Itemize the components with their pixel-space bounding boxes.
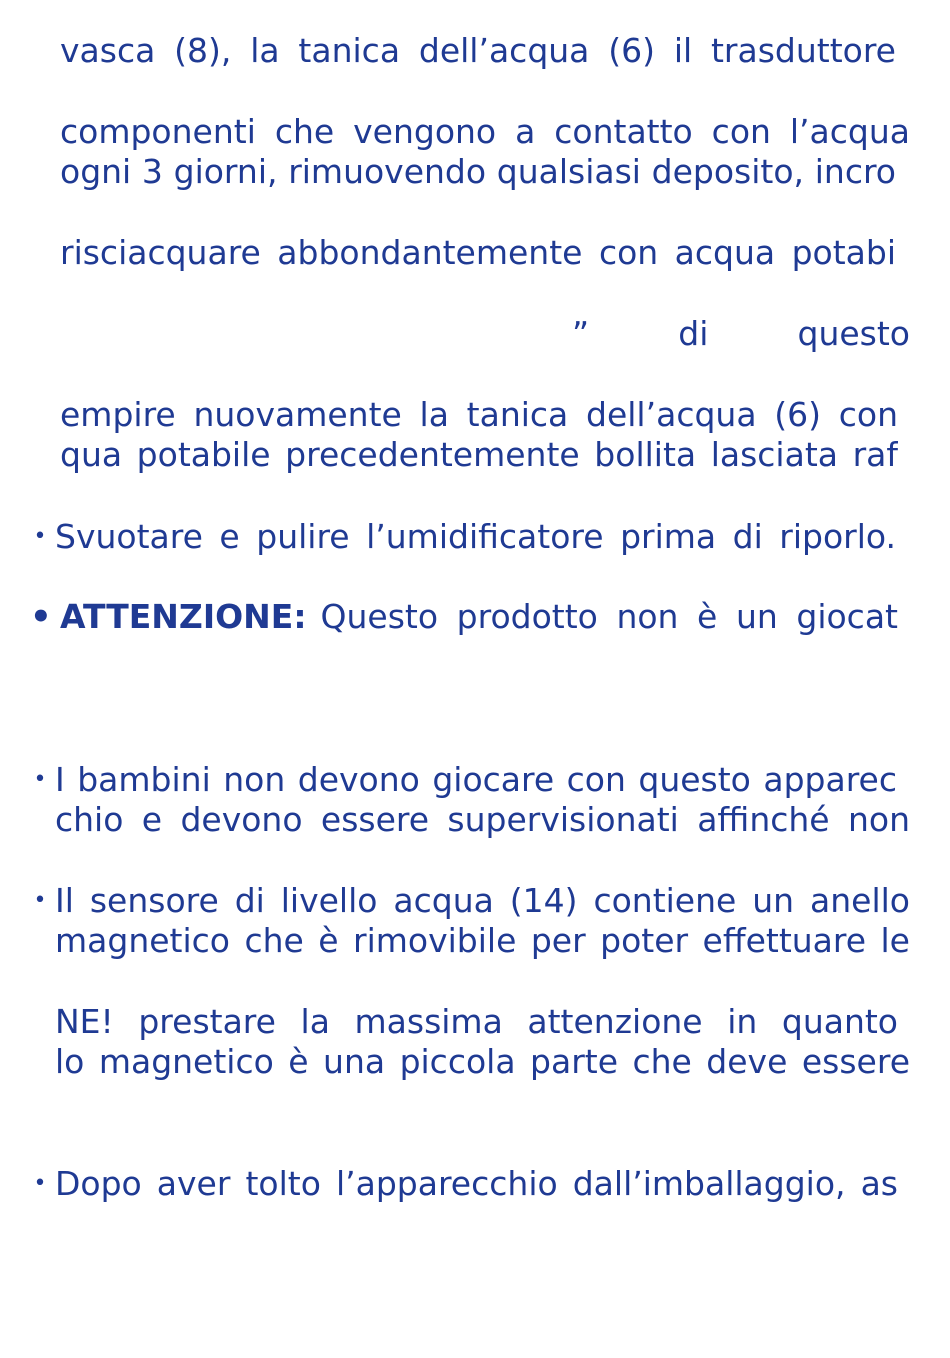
- list-item-continuation: [55, 921, 910, 961]
- text-line: [60, 435, 898, 475]
- list-item: [55, 517, 896, 557]
- line-text: vasca (8), la tanica dell’acqua (6) il trasduttore: [60, 31, 896, 70]
- bullet-icon: •: [30, 597, 52, 637]
- list-item-continuation: [55, 1042, 910, 1082]
- list-item-text: NE! prestare la massima attenzione in quanto: [55, 1002, 898, 1041]
- warning-item: [60, 597, 898, 637]
- list-item: [55, 760, 897, 800]
- bullet-icon: •: [33, 1171, 47, 1196]
- warning-text: Questo prodotto non è un giocat: [320, 597, 898, 636]
- list-item-text: lo magnetico è una piccola parte che deve essere: [55, 1042, 910, 1081]
- warning-label: ATTENZIONE:: [60, 597, 307, 636]
- line-text: ogni 3 giorni, rimuovendo qualsiasi deposito, incro: [60, 152, 896, 191]
- text-line: [60, 233, 896, 273]
- text-line: [60, 31, 896, 71]
- line-text: componenti che vengono a contatto con l’acqua: [60, 112, 910, 151]
- line-text: qua potabile precedentemente bollita lasciata raf: [60, 435, 898, 474]
- list-item-text: chio e devono essere supervisionati affinché non: [55, 800, 910, 839]
- line-text: empire nuovamente la tanica dell’acqua (6) con: [60, 395, 898, 434]
- text-line: [60, 395, 898, 435]
- list-item: [55, 1164, 898, 1204]
- list-item-text: I bambini non devono giocare con questo apparec: [55, 760, 897, 799]
- list-item-text: Svuotare e pulire l’umidificatore prima di riporlo.: [55, 517, 896, 556]
- list-item-text: Dopo aver tolto l’apparecchio dall’imballaggio, as: [55, 1164, 898, 1203]
- bullet-icon: •: [33, 767, 47, 792]
- bullet-icon: •: [33, 888, 47, 913]
- list-item-continuation: [55, 800, 910, 840]
- list-item-text: magnetico che è rimovibile per poter effettuare le: [55, 921, 910, 960]
- bullet-icon: •: [33, 524, 47, 549]
- list-item-continuation: [55, 1002, 898, 1042]
- text-line: [572, 314, 910, 354]
- list-item-text: Il sensore di livello acqua (14) contiene un anello: [55, 881, 910, 920]
- line-text: ” di questo: [572, 314, 910, 353]
- text-line: [60, 112, 910, 152]
- text-line: [60, 152, 896, 192]
- list-item: [55, 881, 910, 921]
- line-text: risciacquare abbondantemente con acqua potabi: [60, 233, 896, 272]
